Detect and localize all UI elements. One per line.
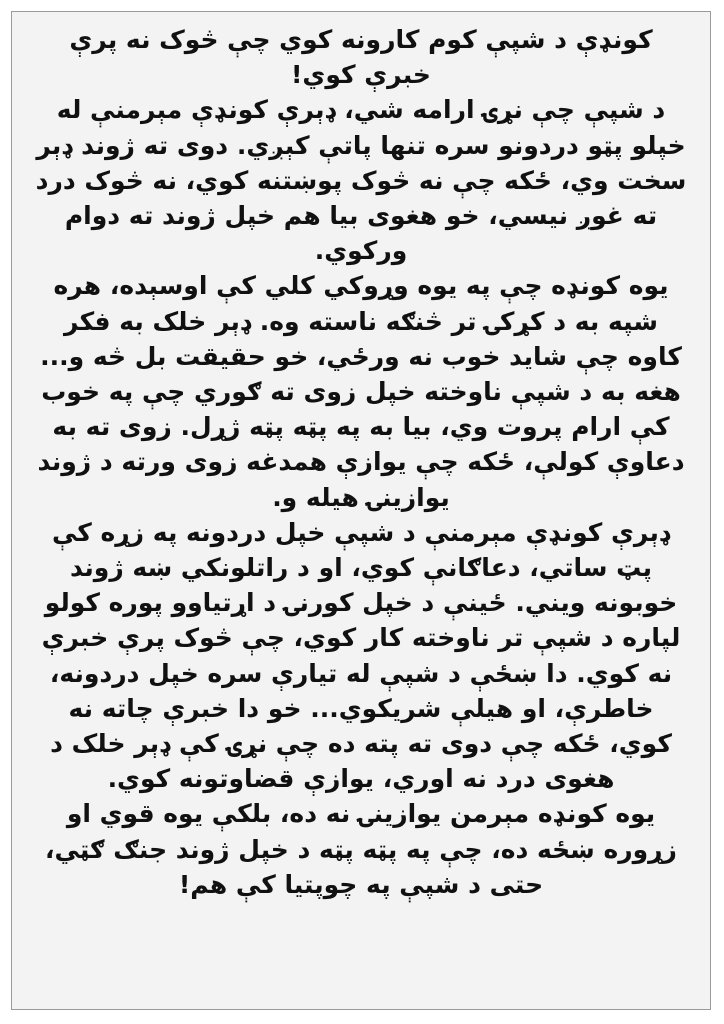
article-body xyxy=(12,12,710,902)
document-page xyxy=(11,11,711,1010)
paragraph-4: ډېرې کونډې مېرمنې د شپې خپل دردونه په زړه کې پټ ساتي، دعاګانې کوي، او د راتلونکي ښه ژوند خوبونه ویني. ځینې د خپل کورنۍ د اړتیاوو پوره کولو لپاره د شپې تر ناوخته کار کوي، چې څوک پرې خبرې نه کوي. دا ښځې د شپې له تیارې سره خپل دردونه، خاطرې، او هیلې شریکوي... خو دا خبرې چاته نه کوي، ځکه چې دوی ته پته ده چې نړۍ کې ډېر خلک د هغوی درد نه اوري، یوازې قضاوتونه کوي. xyxy=(41,517,681,794)
paragraph-2: یوه کونډه چې په یوه وړوکي کلي کې اوسېده، هره شپه به د کړکۍ تر څنګه ناسته وه. ډېر خلک به فکر کاوه چې شاید خوب نه ورځي، خو حقیقت بل څه و... xyxy=(40,271,682,371)
paragraph-1: د شپې چې نړۍ ارامه شي، ډېرې کونډې مېرمنې له خپلو پټو دردونو سره تنها پاتې کېږي. دوی ته ژوند ډېر سخت وي، ځکه چې نه څوک پوښتنه کوي، نه څوک درد ته غوږ نیسي، خو هغوی بیا هم خپل ژوند ته دوام ورکوي. xyxy=(35,95,687,266)
paragraph-3: هغه به د شپې ناوخته خپل زوی ته ګوري چې په خوب کې ارام پروت وي، بیا به په پټه پټه ژړل. زوی ته به دعاوې کولې، ځکه چې یوازې همدغه زوی ورته د ژوند یوازینۍ هیله و. xyxy=(37,377,685,512)
paragraph-5: یوه کونډه مېرمن یوازینۍ نه ده، بلکې یوه قوي او زړوره ښځه ده، چې په پټه پټه د خپل ژوند جنګ ګټي، حتی د شپې په چوپتیا کې هم! xyxy=(45,799,677,899)
article-title: کونډې د شپې کوم کارونه کوي چې څوک نه پرې خبرې کوي! xyxy=(69,25,653,90)
